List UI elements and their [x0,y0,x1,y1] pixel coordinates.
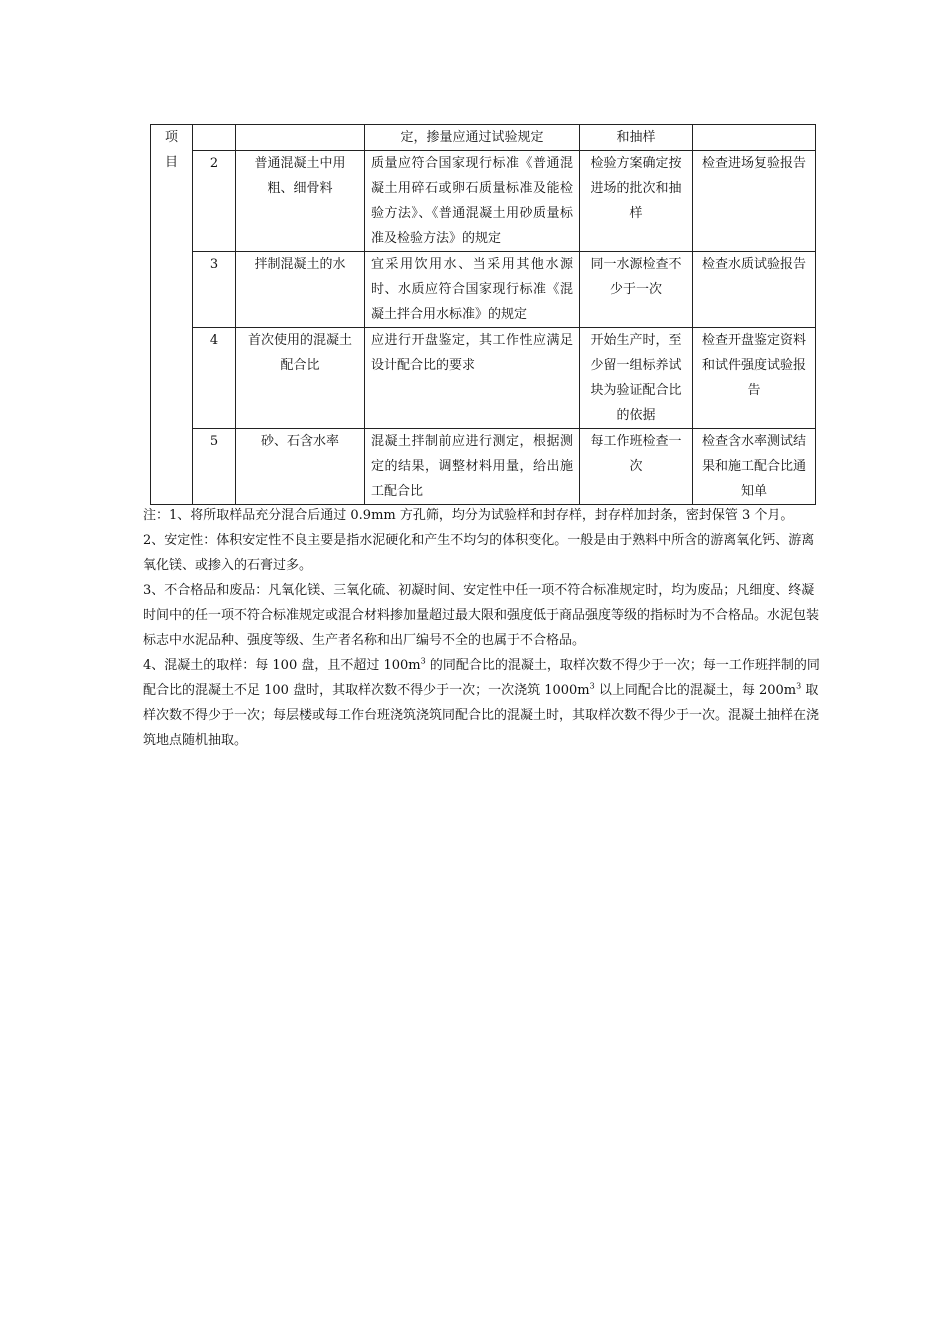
method-cell: 检查含水率测试结果和施工配合比通知单 [693,429,816,505]
method-cell: 检查水质试验报告 [693,252,816,328]
item-name: 普通混凝土中用粗、细骨料 [236,151,365,252]
table-row [151,252,816,328]
note-4-text: 的同配合比的混凝土，取样次数不得少于一次；每一工作班拌制的同配合比的混凝土不足 100 盘时，其取样次数不得少于一次；一次浇筑 1000m [143,658,820,698]
category-cell [151,125,193,505]
inspection-table [150,124,816,505]
note-4-text: 4、混凝土的取样：每 100 盘，且不超过 100m [143,658,421,673]
item-number: 4 [193,328,236,429]
standard-cell: 混凝土拌制前应进行测定，根据测定的结果，调整材料用量，给出施工配合比 [365,429,580,505]
quantity-cell: 开始生产时，至少留一组标养试块为验证配合比的依据 [580,328,693,429]
quantity-cell: 同一水源检查不少于一次 [580,252,693,328]
item-number: 3 [193,252,236,328]
quantity-cell: 检验方案确定按进场的批次和抽样 [580,151,693,252]
method-cell: 检查进场复验报告 [693,151,816,252]
note-2: 2、安定性：体积安定性不良主要是指水泥硬化和产生不均匀的体积变化。一般是由于熟料中所含的游离氧化钙、游离氧化镁、或掺入的石膏过多。 [143,533,815,573]
standard-cell: 定，掺量应通过试验规定 [365,125,580,151]
note-3: 3、不合格品和废品：凡氧化镁、三氧化硫、初凝时间、安定性中任一项不符合标准规定时，均为废品；凡细度、终凝时间中的任一项不符合标准规定或混合材料掺加量超过最大限和强度低于商品强度等级的指标时为不合格品。水泥包装标志中水泥品种、强度等级、生产者名称和出厂编号不全的也属于不合格品。 [143,583,820,648]
standard-cell: 质量应符合国家现行标准《普通混凝土用碎石或卵石质量标准及能检验方法》、《普通混凝土用砂质量标准及检验方法》的规定 [365,151,580,252]
item-number: 5 [193,429,236,505]
item-name: 拌制混凝土的水 [236,252,365,328]
standard-cell: 应进行开盘鉴定，其工作性应满足设计配合比的要求 [365,328,580,429]
superscript: 3 [589,681,595,691]
item-name: 首次使用的混凝土配合比 [236,328,365,429]
note-4-text: 以上同配合比的混凝土，每 200m [594,683,797,698]
category-label: 项 目 [164,130,178,170]
quantity-cell: 每工作班检查一次 [580,429,693,505]
note-1: 注：1、将所取样品充分混合后通过 0.9mm 方孔筛，均分为试验样和封存样，封存样加封条，密封保管 3 个月。 [143,508,794,523]
table-row [151,429,816,505]
note-4-text: 取样次数不得少于一次；每层楼或每工作台班浇筑浇筑同配合比的混凝土时，其取样次数不得少于一次。混凝土抽样在浇筑地点随机抽取。 [143,683,820,748]
table-row [151,328,816,429]
table-row [151,151,816,252]
superscript: 3 [420,656,426,666]
standard-cell: 宜采用饮用水、当采用其他水源时、水质应符合国家现行标准《混凝土拌合用水标准》的规定 [365,252,580,328]
method-cell: 检查开盘鉴定资料和试件强度试验报告 [693,328,816,429]
item-name: 砂、石含水率 [236,429,365,505]
notes-section [143,503,823,753]
note-4 [143,653,823,753]
quantity-cell: 和抽样 [580,125,693,151]
superscript: 3 [796,681,802,691]
item-number: 2 [193,151,236,252]
table-row [151,125,816,151]
